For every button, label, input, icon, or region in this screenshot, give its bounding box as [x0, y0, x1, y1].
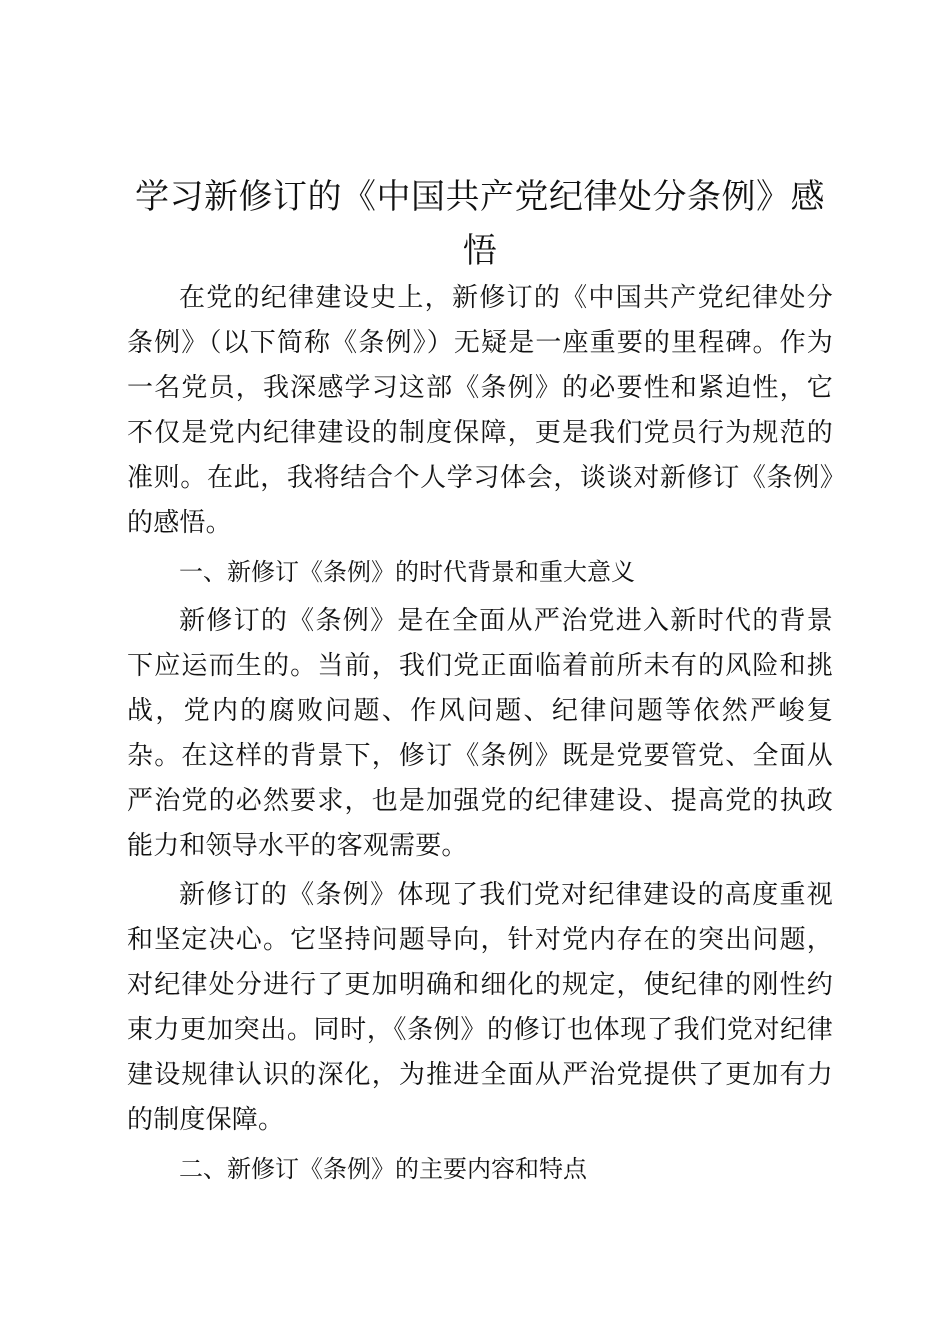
document-title: 学习新修订的《中国共产党纪律处分条例》感悟: [135, 177, 825, 271]
section-1-paragraph-1: 新修订的《条例》是在全面从严治党进入新时代的背景下应运而生的。当前，我们党正面临着前所未有的风险和挑战，党内的腐败问题、作风问题、纪律问题等依然严峻复杂。在这样的背景下，修订《条例》既是党要管党、全面从严治党的必然要求，也是加强党的纪律建设、提高党的执政能力和领导水平的客观需要。: [127, 606, 833, 861]
section-1-paragraph-2: 新修订的《条例》体现了我们党对纪律建设的高度重视和坚定决心。它坚持问题导向，针对党内存在的突出问题，对纪律处分进行了更加明确和细化的规定，使纪律的刚性约束力更加突出。同时，《条例》的修订也体现了我们党对纪律建设规律认识的深化，为推进全面从严治党提供了更加有力的制度保障。: [127, 880, 833, 1135]
section-heading-1: 一、新修订《条例》的时代背景和重大意义: [179, 558, 635, 586]
intro-paragraph: 在党的纪律建设史上，新修订的《中国共产党纪律处分条例》（以下简称《条例》）无疑是一座重要的里程碑。作为一名党员，我深感学习这部《条例》的必要性和紧迫性，它不仅是党内纪律建设的制度保障，更是我们党员行为规范的准则。在此，我将结合个人学习体会，谈谈对新修订《条例》的感悟。: [127, 283, 833, 538]
section-heading-2: 二、新修订《条例》的主要内容和特点: [179, 1155, 587, 1183]
document-body: [127, 276, 833, 1196]
